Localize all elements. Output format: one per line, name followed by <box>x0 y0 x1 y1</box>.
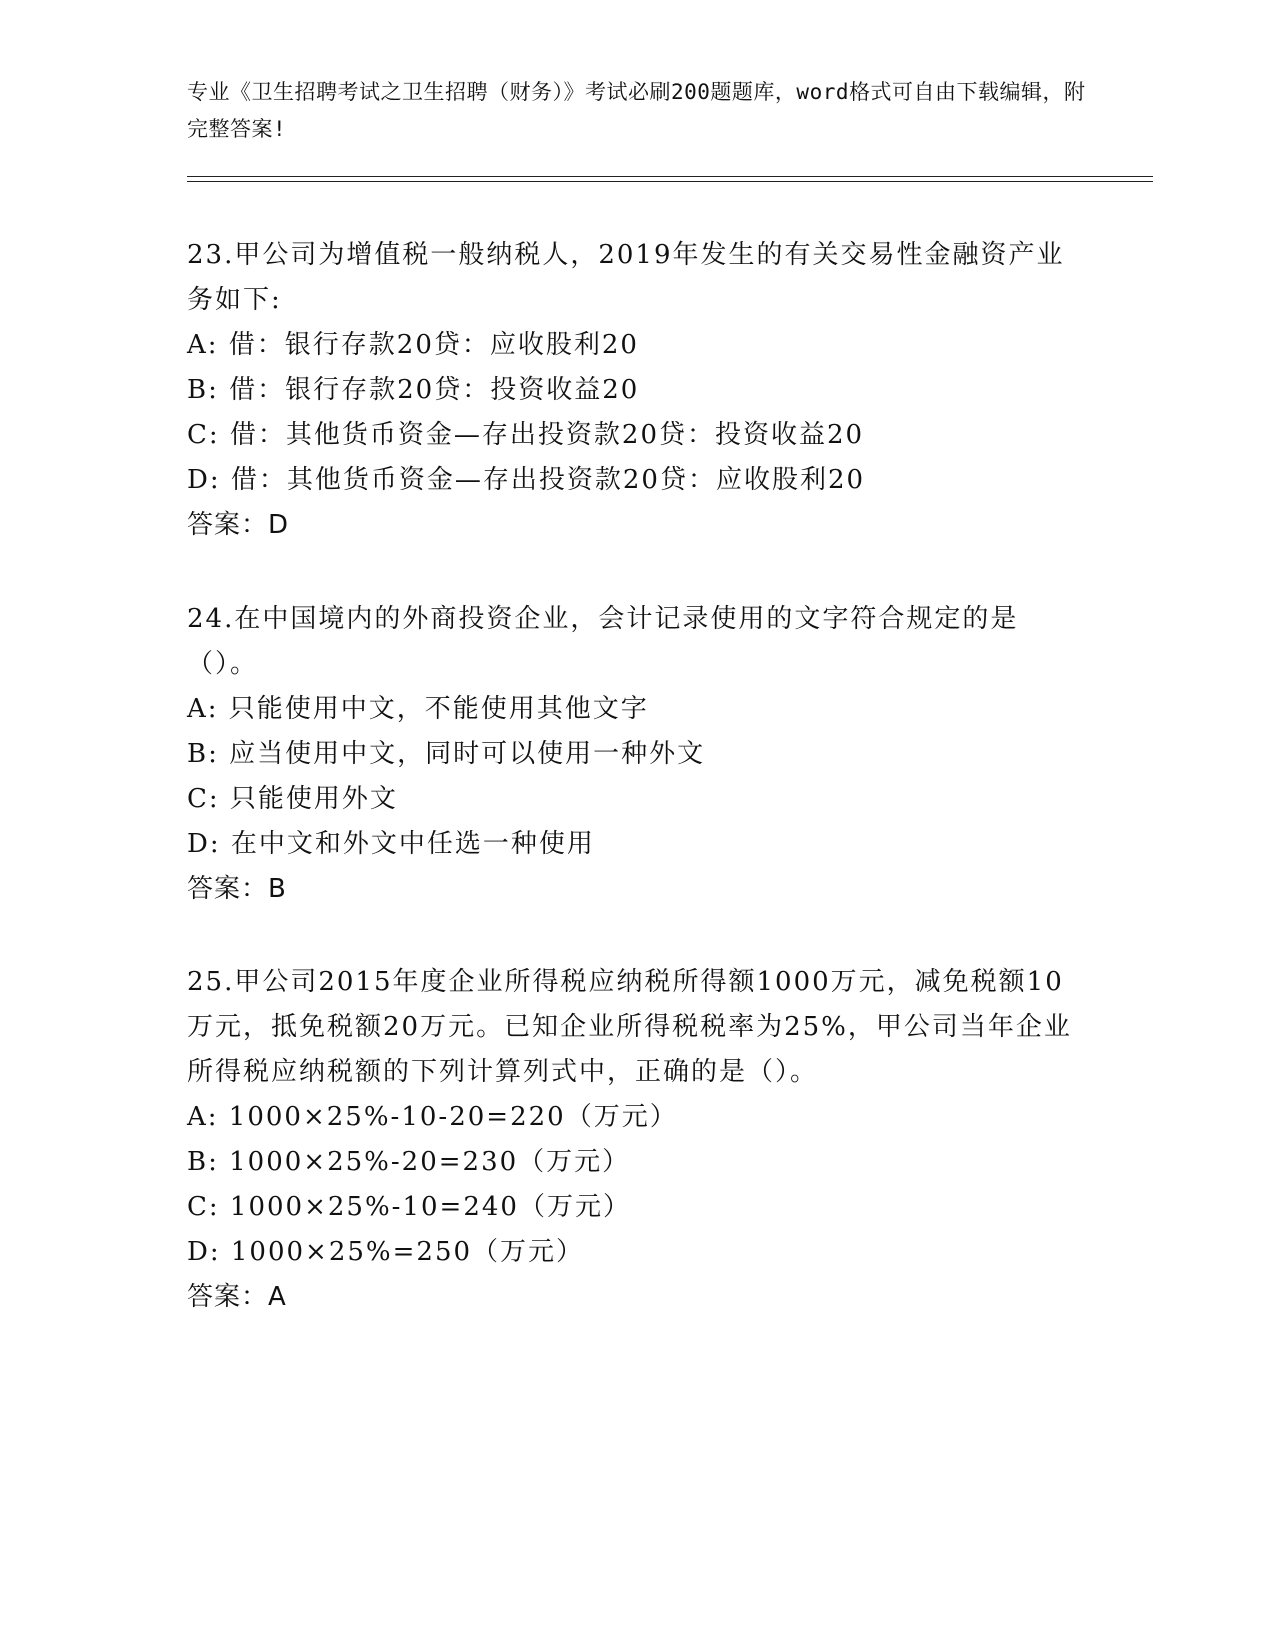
option-a: A: 1000×25%-10-20=220（万元） <box>187 1102 678 1132</box>
option-a: A: 借：银行存款20贷：应收股利20 <box>187 330 639 360</box>
document-header: 专业《卫生招聘考试之卫生招聘（财务）》考试必刷200题题库，word格式可自由下载编辑，附完整答案! <box>187 80 1086 141</box>
option-d: D: 1000×25%=250（万元） <box>187 1237 585 1267</box>
option-b: B: 应当使用中文，同时可以使用一种外文 <box>187 739 706 769</box>
header-divider-top <box>187 176 1153 177</box>
option-d: D: 借：其他货币资金—存出投资款20贷：应收股利20 <box>187 465 866 495</box>
question-25 <box>187 960 1087 1320</box>
answer-label: 答案：A <box>187 1282 287 1312</box>
option-a: A: 只能使用中文，不能使用其他文字 <box>187 694 649 724</box>
answer-label: 答案：D <box>187 510 290 540</box>
option-d: D: 在中文和外文中任选一种使用 <box>187 829 595 859</box>
option-b: B: 1000×25%-20=230（万元） <box>187 1147 631 1177</box>
option-b: B: 借：银行存款20贷：投资收益20 <box>187 375 640 405</box>
question-stem: 24.在中国境内的外商投资企业，会计记录使用的文字符合规定的是（）。 <box>187 604 1019 679</box>
question-23 <box>187 233 1087 548</box>
option-c: C: 借：其他货币资金—存出投资款20贷：投资收益20 <box>187 420 865 450</box>
question-stem: 25.甲公司2015年度企业所得税应纳税所得额1000万元，减免税额10万元，抵免税额20万元。已知企业所得税税率为25%，甲公司当年企业所得税应纳税额的下列计算列式中，正确的是（）。 <box>187 967 1072 1087</box>
header-divider-bottom <box>187 181 1153 182</box>
question-24 <box>187 597 1087 912</box>
answer-label: 答案：B <box>187 874 287 904</box>
option-c: C: 1000×25%-10=240（万元） <box>187 1192 631 1222</box>
question-stem: 23.甲公司为增值税一般纳税人，2019年发生的有关交易性金融资产业务如下: <box>187 240 1065 315</box>
option-c: C: 只能使用外文 <box>187 784 398 814</box>
